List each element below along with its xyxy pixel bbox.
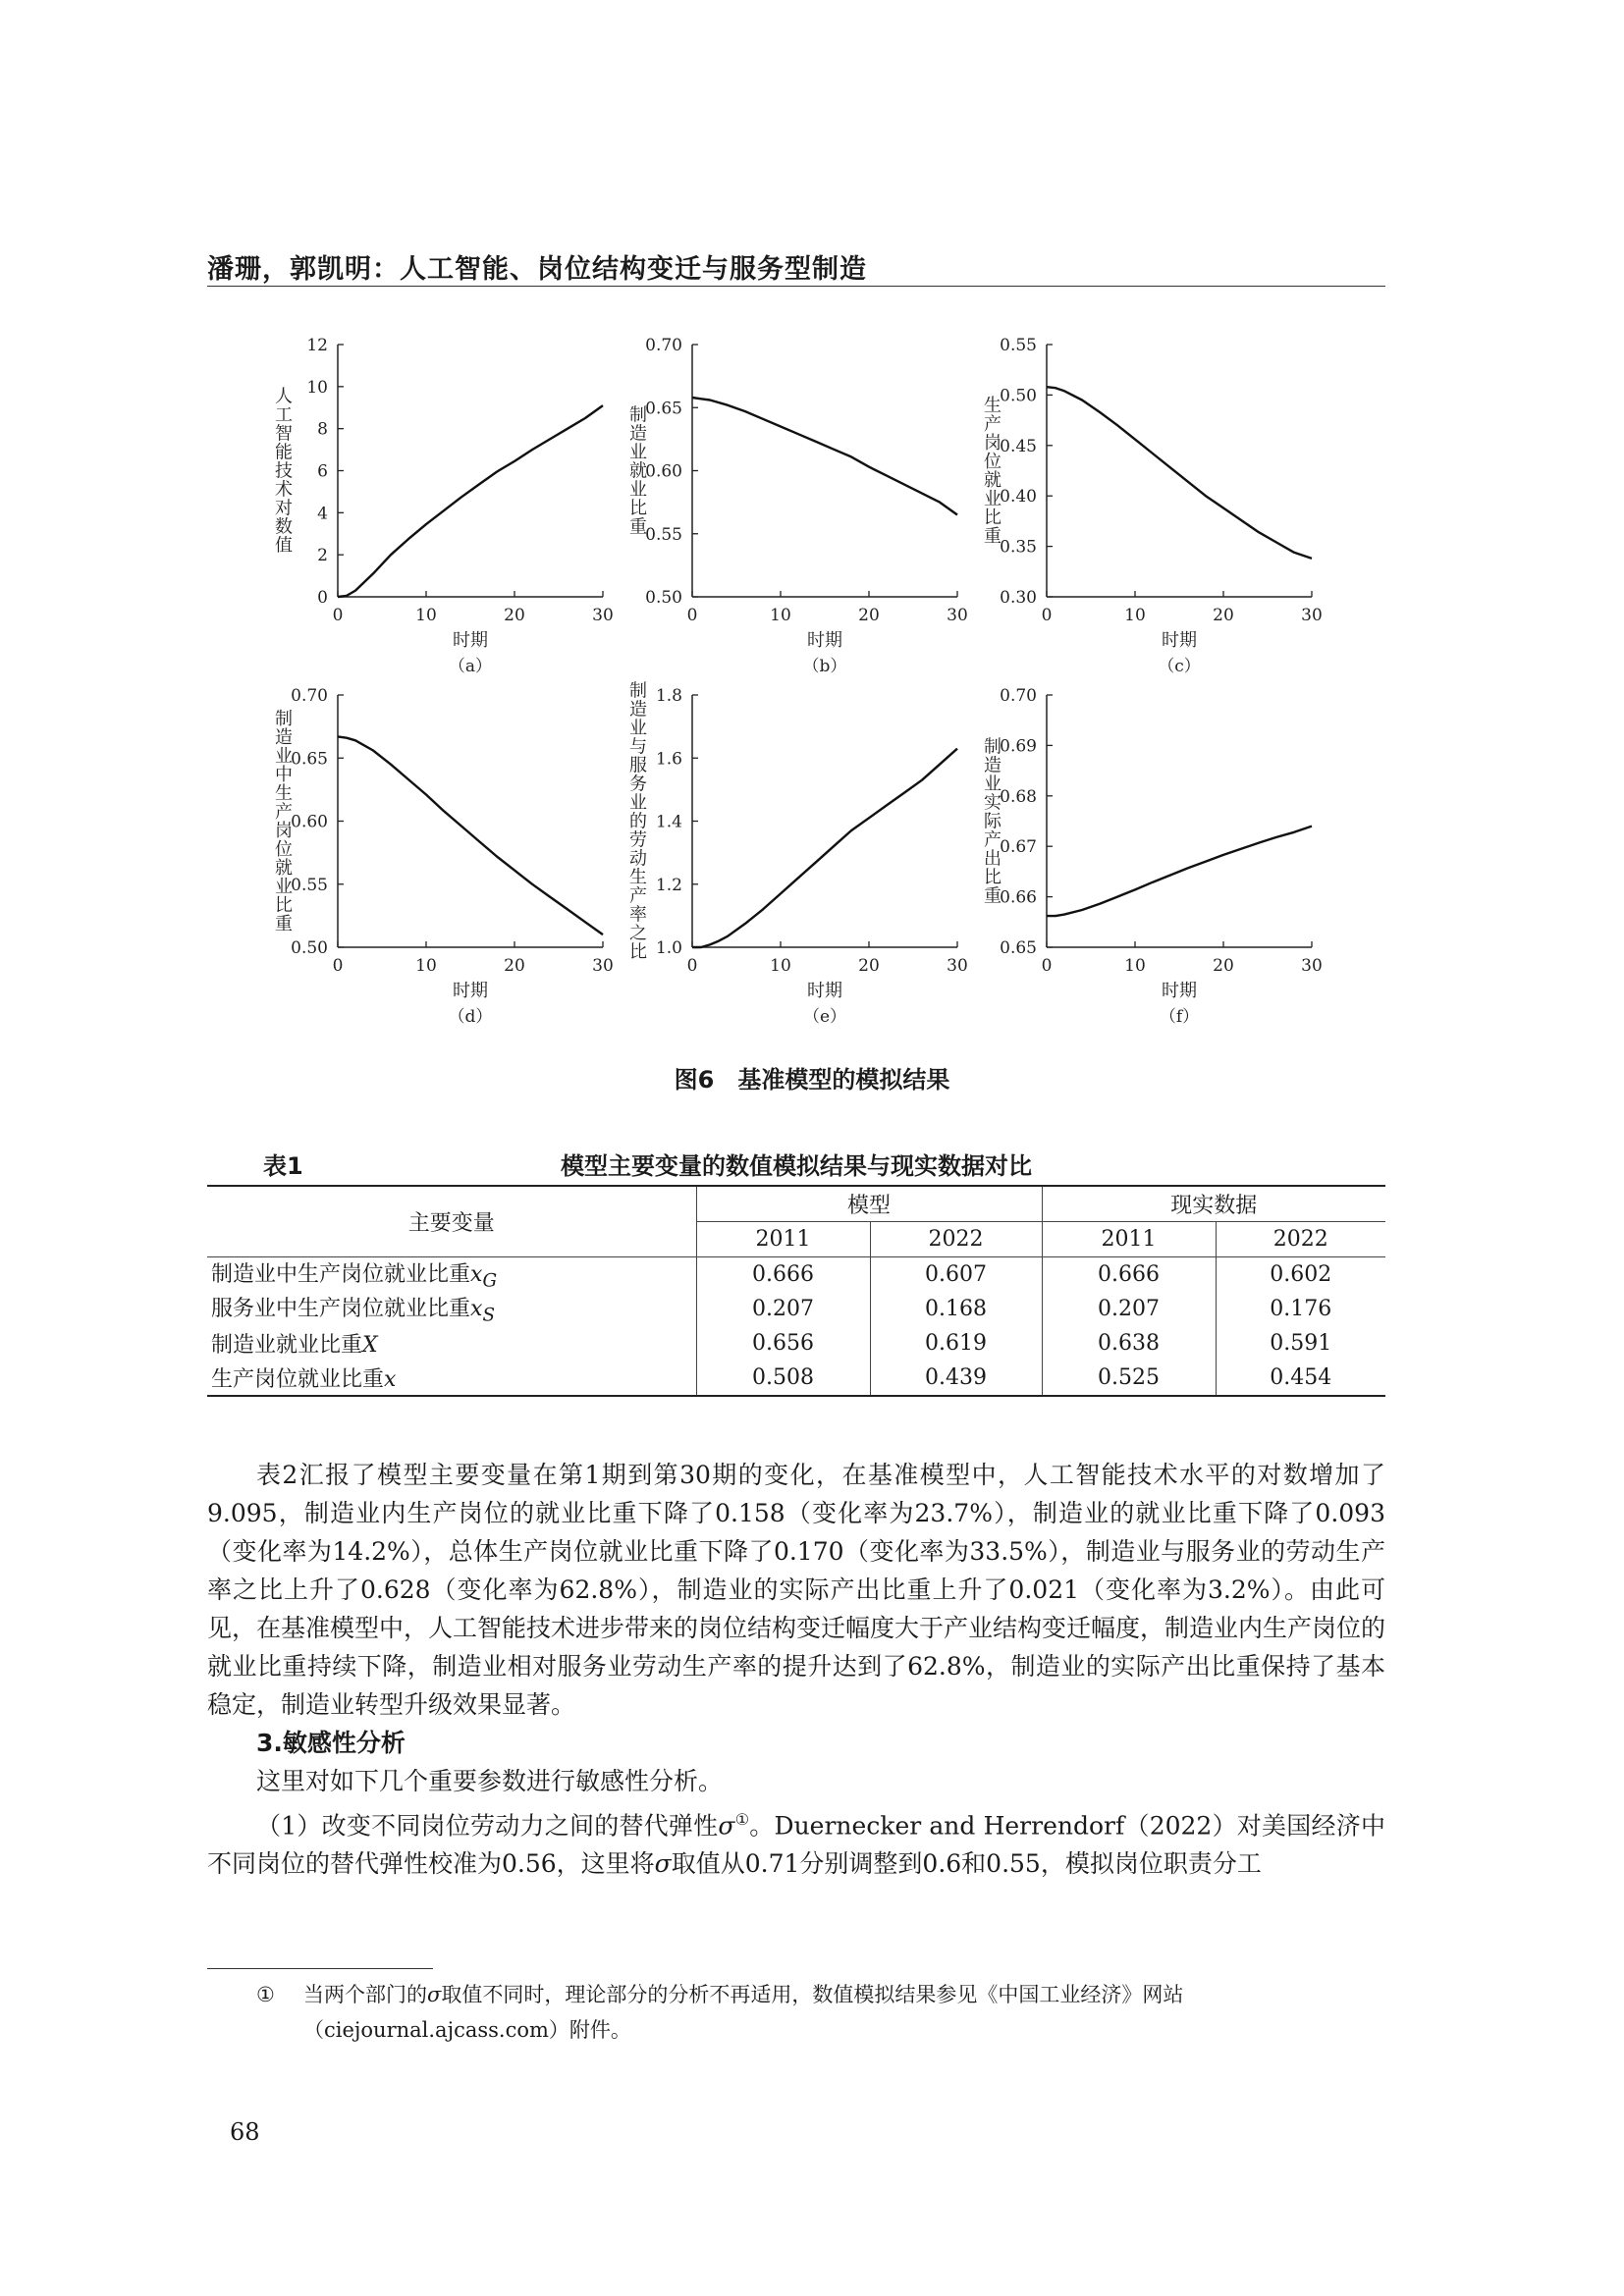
row-variable: 生产岗位就业比重x (207, 1361, 696, 1396)
row-variable: 制造业就业比重X (207, 1326, 696, 1361)
x-tick-label: 20 (858, 606, 880, 625)
cell-value: 0.591 (1270, 1331, 1332, 1356)
table-header-year: 2022 (1216, 1222, 1385, 1257)
y-tick-label: 0.70 (645, 336, 682, 355)
cell-value: 0.168 (870, 1292, 1042, 1326)
figure-title: 图6 基准模型的模拟结果 (674, 1066, 950, 1094)
panel-label: （a） (448, 657, 493, 676)
panel-label: （e） (802, 1007, 847, 1027)
y-axis-label: 生产岗位就业比重 (984, 396, 1001, 547)
x-tick-label: 30 (592, 956, 614, 976)
y-axis-label: 制造业中生产岗位就业比重 (275, 709, 293, 934)
table-header-real: 现实数据 (1042, 1186, 1385, 1222)
x-axis-label: 时期 (453, 981, 488, 1001)
y-tick-label: 0.65 (291, 749, 328, 770)
cell-value: 0.666 (696, 1257, 870, 1293)
row-variable: 服务业中生产岗位就业比重$x_S$ (207, 1292, 696, 1326)
x-tick-label: 20 (1213, 956, 1234, 976)
x-tick-label: 30 (1301, 606, 1323, 625)
footnote-rule (207, 1968, 433, 1969)
section-heading: 3.敏感性分析 (256, 1729, 406, 1757)
y-tick-label: 12 (306, 336, 328, 355)
series-line (338, 736, 603, 934)
cell-value: 0.439 (870, 1361, 1042, 1396)
paragraph: 表2汇报了模型主要变量在第1期到第30期的变化，在基准模型中，人工智能技术水平的对数增加了9.095，制造业内生产岗位的就业比重下降了0.158（变化率为23.7%），制造业的就业比重下降了0.093（变化率为14.2%），总体生产岗位就业比重下降了0.170（变化率为33.5%），制造业与服务业的劳动生产率之比上升了0.628（变化率为62.8%），制造业的实际产出比重上升了0.021（变化率为3.2%）。由此可见，在基准模型中，人工智能技术进步带来的岗位结构变迁幅度大于产业结构变迁幅度，制造业内生产岗位的就业比重持续下降，制造业相对服务业劳动生产率的提升达到了62.8%，制造业的实际产出比重保持了基本稳定，制造业转型升级效果显著。 (207, 1461, 1386, 1719)
y-tick-label: 1.4 (655, 812, 682, 832)
y-axis-label: 人工智能技术对数值 (275, 386, 293, 557)
y-axis-label: 制造业就业比重 (629, 404, 647, 538)
x-tick-label: 0 (332, 956, 344, 976)
x-tick-label: 10 (415, 956, 437, 976)
y-tick-label: 0.68 (1000, 786, 1037, 807)
y-tick-label: 0.30 (1000, 588, 1037, 608)
table-row (207, 1257, 1385, 1293)
y-tick-label: 1.2 (655, 875, 682, 895)
y-tick-label: 0.66 (1000, 887, 1037, 908)
table-row (207, 1326, 1385, 1361)
series-line (1047, 827, 1312, 917)
figure-6-charts (0, 0, 1624, 1060)
y-axis-label: 制造业与服务业的劳动生产率之比 (629, 680, 647, 963)
y-tick-label: 4 (317, 504, 328, 524)
footnote-mark: ① (256, 1983, 275, 2006)
x-tick-label: 20 (504, 606, 525, 625)
x-axis-label: 时期 (807, 630, 842, 651)
cell-value: 0.508 (696, 1361, 870, 1396)
y-tick-label: 0.35 (1000, 537, 1037, 558)
y-axis-label: 制造业实际产出比重 (984, 736, 1001, 907)
y-tick-label: 0.50 (291, 938, 328, 958)
y-tick-label: 0.55 (645, 524, 682, 545)
y-tick-label: 0.67 (1000, 837, 1037, 858)
cell-value: 0.656 (696, 1326, 870, 1361)
table-row (207, 1292, 1385, 1326)
x-tick-label: 0 (686, 956, 698, 976)
table-header-year: 2011 (696, 1222, 870, 1257)
x-tick-label: 30 (947, 606, 968, 625)
cell-value: 0.207 (696, 1292, 870, 1326)
y-tick-label: 0 (317, 588, 328, 608)
cell-value: 0.176 (1270, 1297, 1332, 1321)
series-line (338, 405, 603, 597)
x-axis-label: 时期 (453, 630, 488, 651)
y-tick-label: 0.70 (291, 686, 328, 706)
y-tick-label: 6 (317, 461, 328, 482)
cell-value: 0.525 (1042, 1361, 1216, 1396)
y-tick-label: 0.55 (1000, 336, 1037, 355)
cell-value: 0.454 (1216, 1361, 1385, 1396)
y-tick-label: 0.65 (1000, 938, 1037, 958)
panel-label: （b） (802, 657, 847, 676)
y-tick-label: 2 (317, 546, 328, 566)
table-header-variable: 主要变量 (207, 1186, 696, 1257)
x-tick-label: 0 (1041, 956, 1053, 976)
table-header-model: 模型 (696, 1186, 1042, 1222)
y-tick-label: 0.60 (291, 812, 328, 832)
series-line (1047, 387, 1312, 559)
cell-value: 0.602 (1270, 1262, 1332, 1287)
table-header-year: 2011 (1042, 1222, 1216, 1257)
y-tick-label: 0.50 (1000, 386, 1037, 406)
footnote-line: （ciejournal.ajcass.com）附件。 (303, 2018, 631, 2042)
x-axis-label: 时期 (1162, 630, 1197, 651)
x-tick-label: 10 (770, 956, 791, 976)
x-axis-label: 时期 (1162, 981, 1197, 1001)
y-tick-label: 0.55 (291, 875, 328, 895)
x-tick-label: 30 (947, 956, 968, 976)
cell-value: 0.207 (1042, 1292, 1216, 1326)
cell-value: 0.619 (870, 1326, 1042, 1361)
panel-label: （f） (1159, 1007, 1200, 1027)
x-tick-label: 20 (504, 956, 525, 976)
table-row (207, 1361, 1385, 1396)
cell-value: 0.666 (1042, 1257, 1216, 1293)
cell-value: 0.638 (1042, 1326, 1216, 1361)
x-tick-label: 10 (770, 606, 791, 625)
series-line (692, 398, 957, 515)
x-tick-label: 10 (415, 606, 437, 625)
y-tick-label: 0.65 (645, 399, 682, 419)
running-header: 潘珊，郭凯明：人工智能、岗位结构变迁与服务型制造 (207, 254, 867, 285)
y-tick-label: 0.60 (645, 461, 682, 482)
y-tick-label: 0.45 (1000, 436, 1037, 456)
panel-label: （c） (1158, 657, 1201, 676)
cell-value: 0.607 (870, 1257, 1042, 1293)
x-tick-label: 10 (1124, 606, 1146, 625)
y-tick-label: 0.50 (645, 588, 682, 608)
series-line (692, 749, 957, 947)
x-tick-label: 0 (686, 606, 698, 625)
panel-label: （d） (448, 1007, 493, 1027)
data-table (207, 1185, 1385, 1397)
y-tick-label: 10 (306, 377, 328, 398)
x-tick-label: 0 (1041, 606, 1053, 625)
x-tick-label: 20 (1213, 606, 1234, 625)
body-text (207, 1456, 1385, 1883)
y-tick-label: 1.0 (655, 938, 682, 958)
paragraph: 这里对如下几个重要参数进行敏感性分析。 (256, 1767, 724, 1795)
x-axis-label: 时期 (807, 981, 842, 1001)
x-tick-label: 0 (332, 606, 344, 625)
x-tick-label: 30 (1301, 956, 1323, 976)
x-tick-label: 20 (858, 956, 880, 976)
x-tick-label: 10 (1124, 956, 1146, 976)
y-tick-label: 0.40 (1000, 487, 1037, 507)
footnote: ① 当两个部门的σ取值不同时，理论部分的分析不再适用，数值模拟结果参见《中国工业经济》网站 （ciejournal.ajcass.com）附件。 (207, 1977, 1385, 2048)
y-tick-label: 0.70 (1000, 686, 1037, 706)
table-header-year: 2022 (870, 1222, 1042, 1257)
table-title: 模型主要变量的数值模拟结果与现实数据对比 (561, 1152, 1032, 1180)
y-tick-label: 1.8 (655, 686, 682, 706)
y-tick-label: 8 (317, 419, 328, 440)
x-tick-label: 30 (592, 606, 614, 625)
y-tick-label: 0.69 (1000, 736, 1037, 757)
row-variable: 制造业中生产岗位就业比重$x_G$ (207, 1257, 696, 1293)
paragraph: （1）改变不同岗位劳动力之间的替代弹性σ①。Duernecker and Herrendorf（2022）对美国经济中不同岗位的替代弹性校准为0.56，这里将σ取值从0.71分别调整到0.6和0.55，模拟岗位职责分工 (207, 1810, 1385, 1879)
y-tick-label: 1.6 (655, 749, 682, 770)
table-label: 表1 (263, 1152, 303, 1180)
page-number: 68 (230, 2118, 260, 2146)
